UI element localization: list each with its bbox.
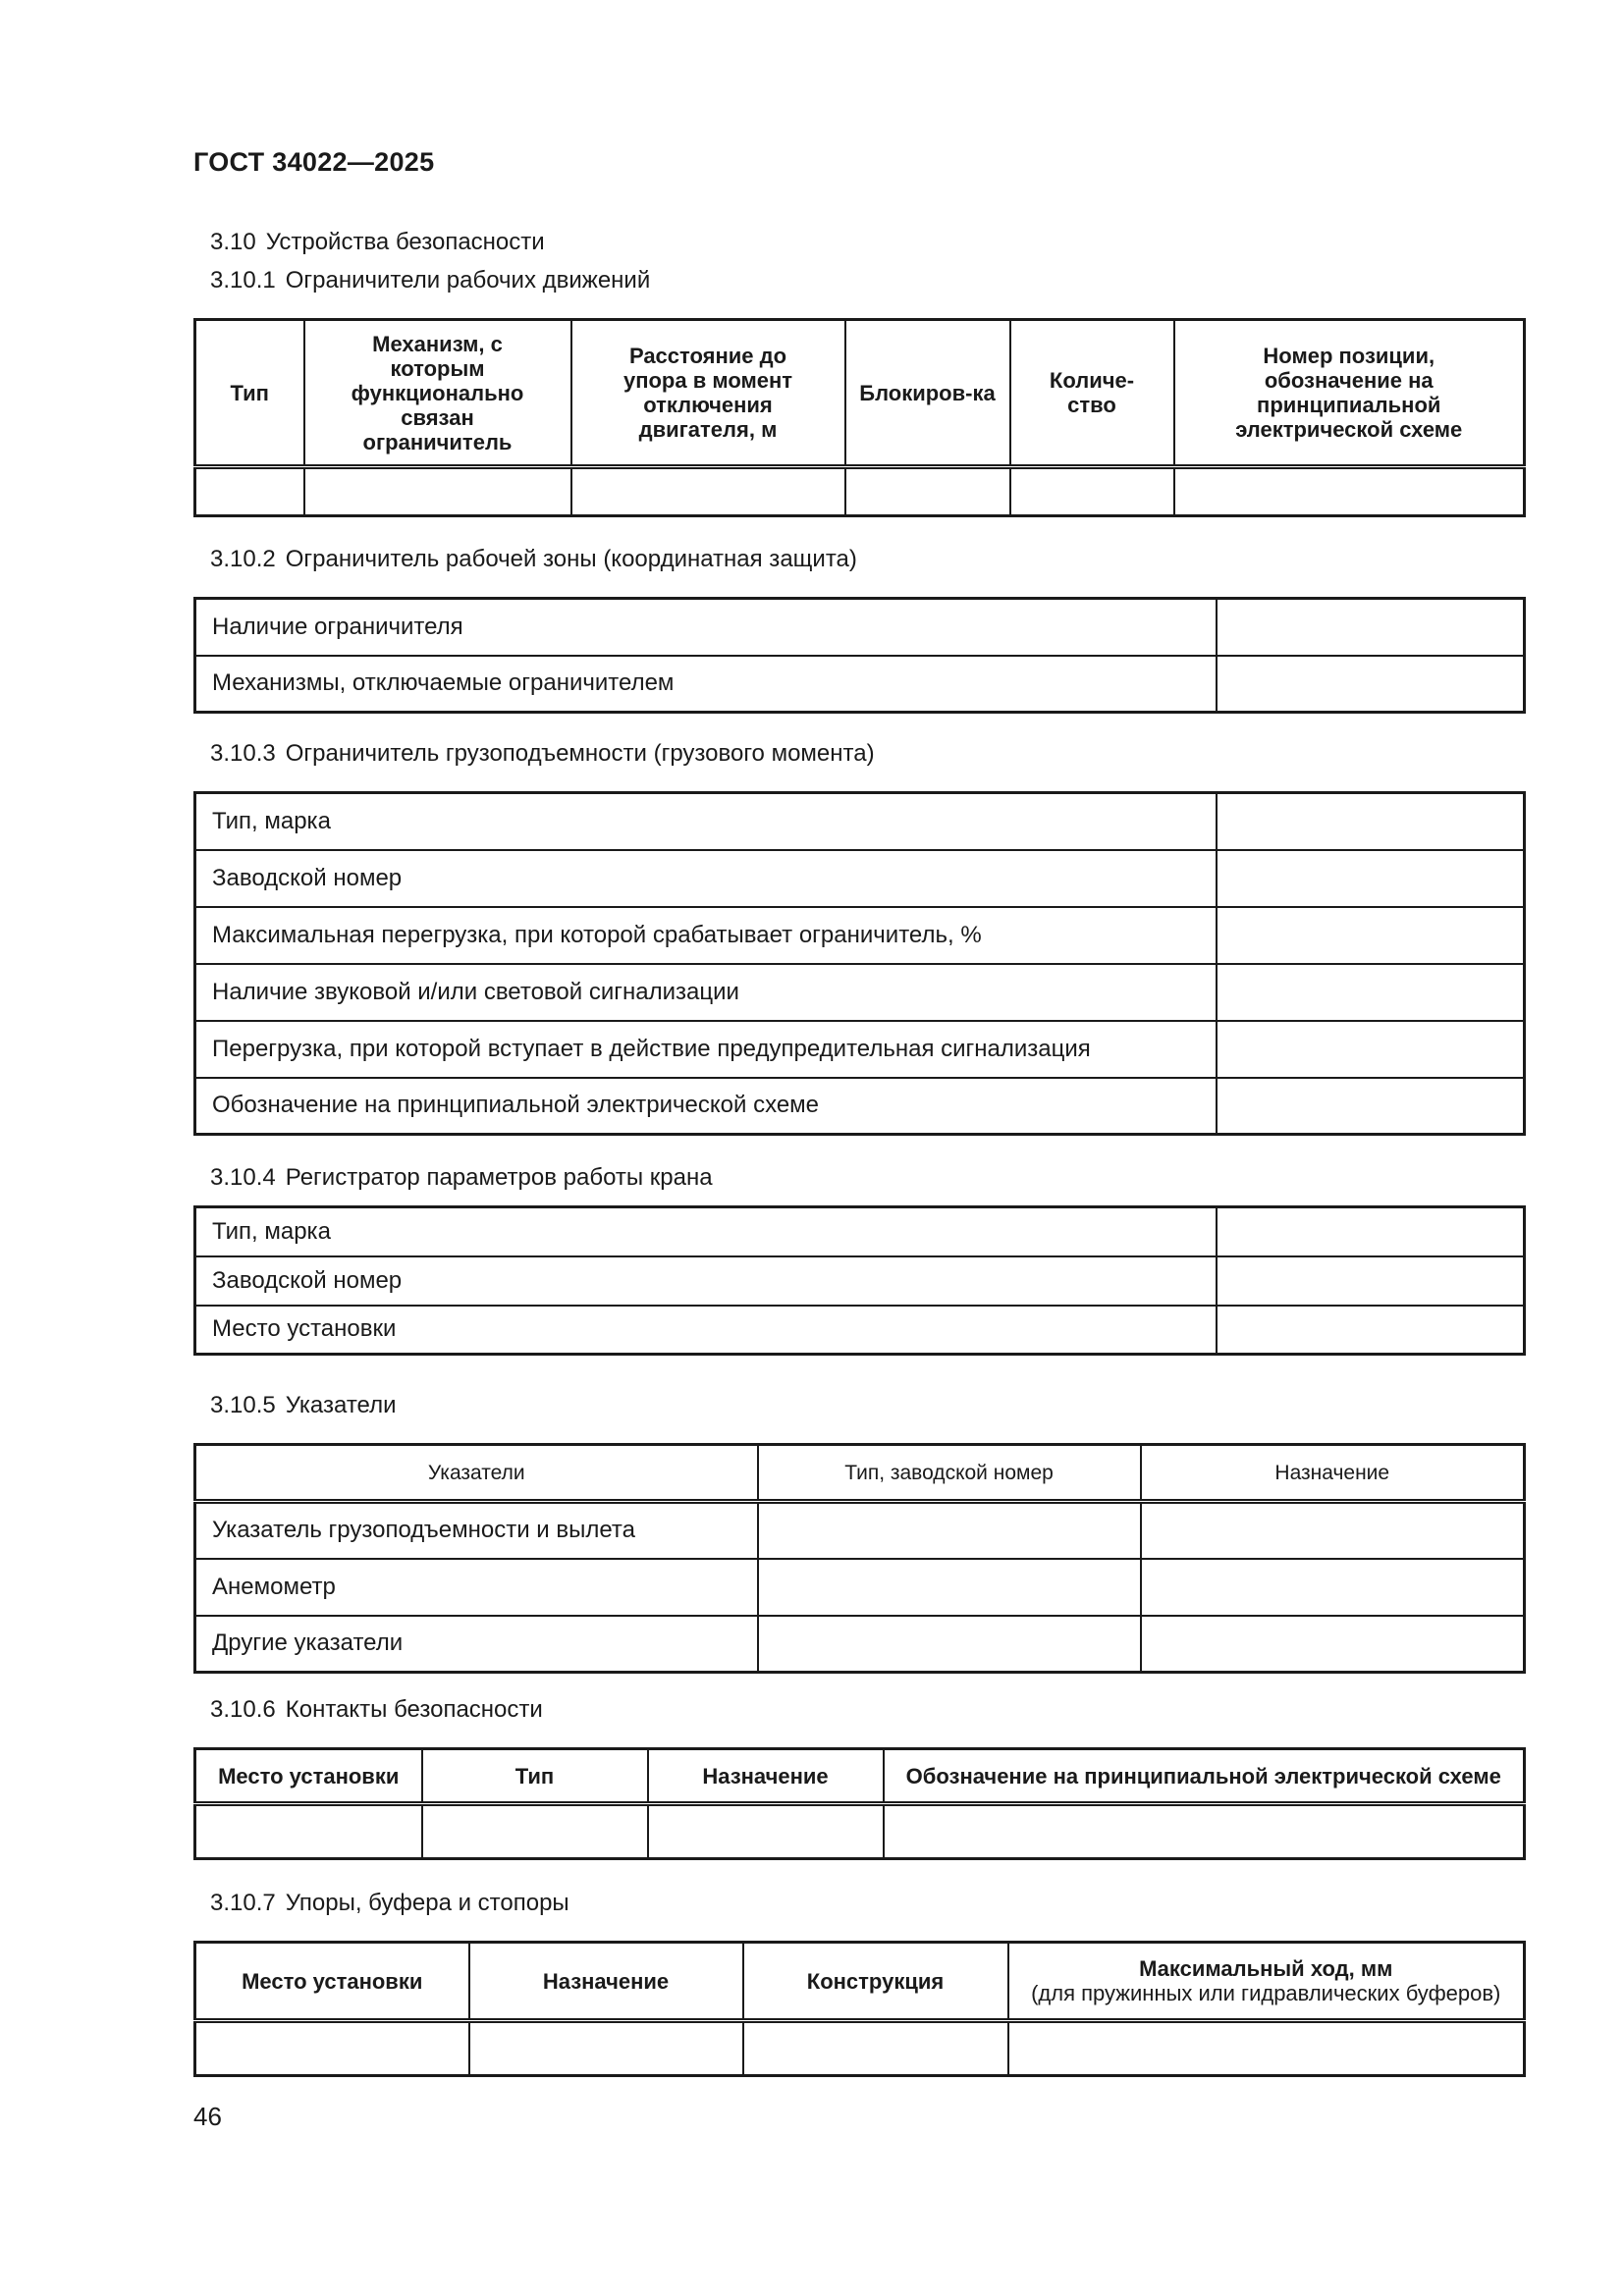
value-cell[interactable] <box>1217 793 1525 850</box>
value-cell[interactable] <box>1217 656 1525 713</box>
column-header: Назначение <box>648 1749 884 1804</box>
table-cell[interactable] <box>422 1804 648 1859</box>
column-header: Номер позиции, обозначение на принципиальной электрической схеме <box>1174 320 1525 467</box>
section-title: Ограничитель грузоподъемности (грузового момента) <box>285 740 875 767</box>
section-title: Упоры, буфера и стопоры <box>285 1890 569 1916</box>
table-cell[interactable] <box>648 1804 884 1859</box>
table-cell[interactable] <box>1141 1559 1525 1616</box>
value-cell[interactable] <box>1217 1078 1525 1135</box>
section-title: Устройства безопасности <box>265 229 545 255</box>
section-number: 3.10.4 <box>210 1164 276 1191</box>
section-3-10-7-heading <box>210 1889 569 1918</box>
table-cell[interactable] <box>1010 467 1174 516</box>
column-header: Расстояние до упора в момент отключения двигателя, м <box>571 320 845 467</box>
table-cell[interactable] <box>469 2021 743 2076</box>
section-3-10-4-heading <box>210 1163 713 1193</box>
section-number: 3.10.3 <box>210 740 276 767</box>
table-cell[interactable] <box>1174 467 1525 516</box>
section-3-10-2-heading <box>210 545 857 574</box>
row-label: Заводской номер <box>195 850 1217 907</box>
section-number: 3.10.5 <box>210 1392 276 1418</box>
table-cell[interactable] <box>195 467 304 516</box>
row-label: Место установки <box>195 1306 1217 1355</box>
movement-limiters-table <box>193 318 1526 517</box>
table-cell[interactable] <box>304 467 571 516</box>
row-label: Обозначение на принципиальной электрической схеме <box>195 1078 1217 1135</box>
section-title: Ограничитель рабочей зоны (координатная защита) <box>285 546 857 572</box>
column-header: Тип <box>422 1749 648 1804</box>
section-number: 3.10.7 <box>210 1890 276 1916</box>
table-cell[interactable] <box>1008 2021 1525 2076</box>
safety-contacts-table <box>193 1747 1526 1860</box>
column-header: Механизм, с которым функционально связан ограничитель <box>304 320 571 467</box>
column-header: Тип <box>195 320 304 467</box>
value-cell[interactable] <box>1217 850 1525 907</box>
value-cell[interactable] <box>1217 964 1525 1021</box>
section-title: Регистратор параметров работы крана <box>285 1164 713 1191</box>
section-number: 3.10.6 <box>210 1696 276 1723</box>
section-number: 3.10.1 <box>210 267 276 294</box>
table-cell[interactable] <box>1141 1502 1525 1559</box>
table-cell[interactable] <box>1141 1616 1525 1673</box>
column-header: Указатели <box>195 1445 758 1502</box>
table-cell[interactable] <box>195 2021 469 2076</box>
column-header: Назначение <box>1141 1445 1525 1502</box>
row-label: Заводской номер <box>195 1256 1217 1306</box>
work-zone-limiter-table <box>193 597 1526 714</box>
table-cell[interactable] <box>743 2021 1008 2076</box>
row-label: Механизмы, отключаемые ограничителем <box>195 656 1217 713</box>
stops-buffers-table <box>193 1941 1526 2077</box>
row-label: Тип, марка <box>195 793 1217 850</box>
column-header-title: Максимальный ход, мм <box>1139 1956 1393 1981</box>
table-cell[interactable] <box>195 1804 422 1859</box>
row-label: Анемометр <box>195 1559 758 1616</box>
row-label: Другие указатели <box>195 1616 758 1673</box>
row-label: Перегрузка, при которой вступает в действие предупредительная сигнализация <box>195 1021 1217 1078</box>
column-header: Назначение <box>469 1943 743 2021</box>
value-cell[interactable] <box>1217 1207 1525 1256</box>
section-3-10-5-heading <box>210 1391 397 1420</box>
value-cell[interactable] <box>1217 1306 1525 1355</box>
load-limiter-table <box>193 791 1526 1136</box>
section-title: Ограничители рабочих движений <box>285 267 651 294</box>
section-3-10-3-heading <box>210 739 875 769</box>
table-cell[interactable] <box>845 467 1010 516</box>
column-header: Место установки <box>195 1943 469 2021</box>
section-title: Контакты безопасности <box>285 1696 543 1723</box>
row-label: Наличие ограничителя <box>195 599 1217 656</box>
value-cell[interactable] <box>1217 599 1525 656</box>
document-header: ГОСТ 34022—2025 <box>193 147 435 177</box>
column-header: Блокиров-ка <box>845 320 1010 467</box>
section-3-10-heading <box>210 228 545 257</box>
crane-recorder-table <box>193 1205 1526 1356</box>
value-cell[interactable] <box>1217 907 1525 964</box>
indicators-table <box>193 1443 1526 1674</box>
section-number: 3.10 <box>210 229 256 255</box>
row-label: Указатель грузоподъемности и вылета <box>195 1502 758 1559</box>
section-number: 3.10.2 <box>210 546 276 572</box>
table-cell[interactable] <box>884 1804 1525 1859</box>
table-cell[interactable] <box>571 467 845 516</box>
section-3-10-6-heading <box>210 1695 543 1725</box>
row-label: Наличие звуковой и/или световой сигнализации <box>195 964 1217 1021</box>
section-3-10-1-heading <box>210 266 650 295</box>
column-header-note: (для пружинных или гидравлических буферов) <box>1031 1981 1501 2005</box>
row-label: Максимальная перегрузка, при которой срабатывает ограничитель, % <box>195 907 1217 964</box>
column-header: Место установки <box>195 1749 422 1804</box>
column-header-max-travel <box>1008 1943 1525 2021</box>
column-header: Количе-ство <box>1010 320 1174 467</box>
table-cell[interactable] <box>758 1559 1141 1616</box>
column-header: Конструкция <box>743 1943 1008 2021</box>
row-label: Тип, марка <box>195 1207 1217 1256</box>
value-cell[interactable] <box>1217 1021 1525 1078</box>
section-title: Указатели <box>285 1392 397 1418</box>
page-number: 46 <box>193 2102 222 2131</box>
table-cell[interactable] <box>758 1502 1141 1559</box>
table-cell[interactable] <box>758 1616 1141 1673</box>
column-header: Тип, заводской номер <box>758 1445 1141 1502</box>
value-cell[interactable] <box>1217 1256 1525 1306</box>
column-header: Обозначение на принципиальной электрической схеме <box>884 1749 1525 1804</box>
